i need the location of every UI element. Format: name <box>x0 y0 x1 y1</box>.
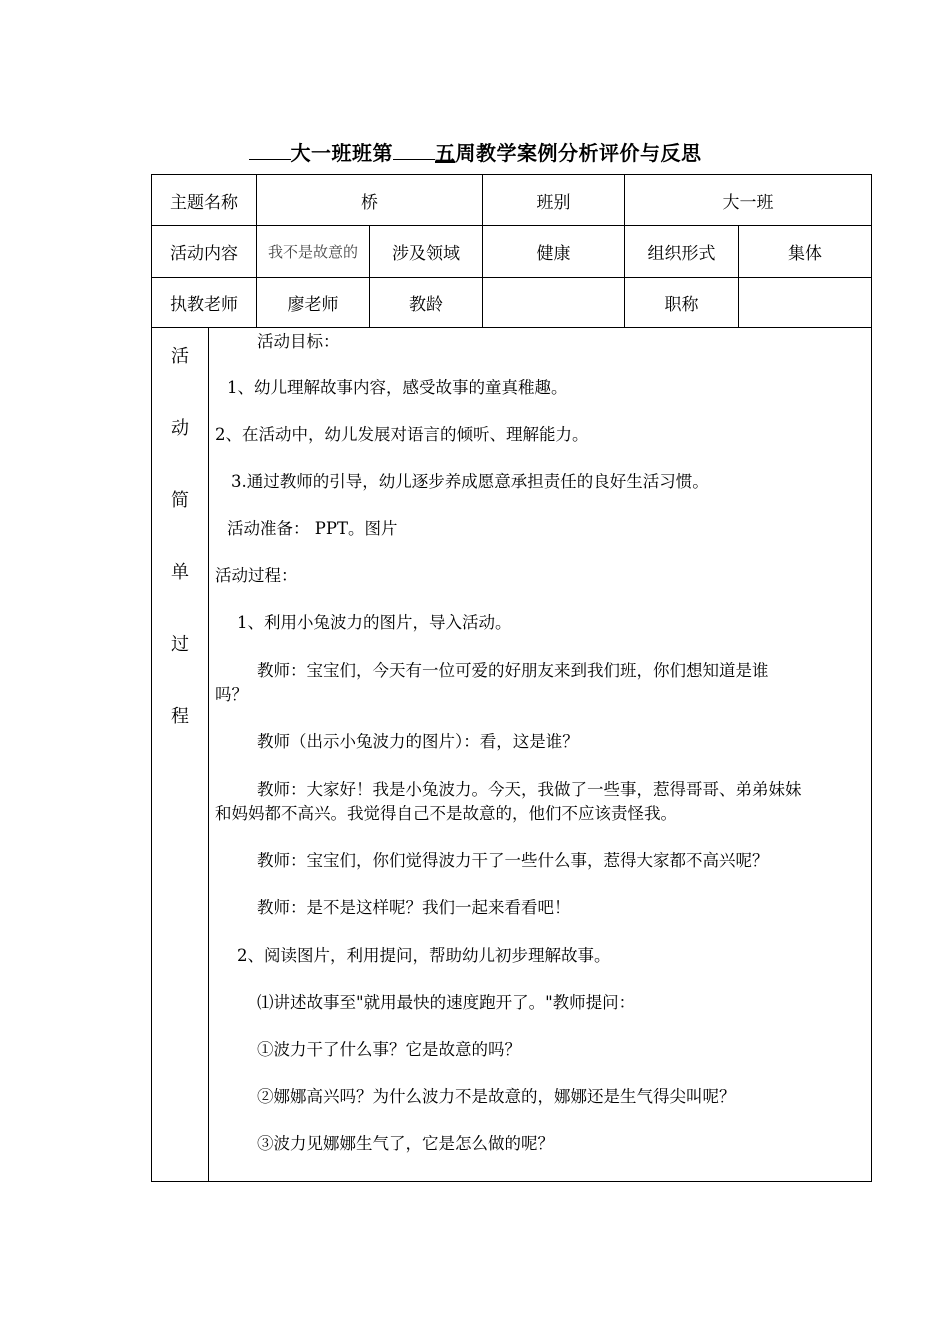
question-2: ②娜娜高兴吗？为什么波力不是故意的，娜娜还是生气得尖叫呢？ <box>257 1087 736 1106</box>
dialogue-line-4: 教师：宝宝们，你们觉得波力干了一些什么事，惹得大家都不高兴呢？ <box>257 851 769 870</box>
dialogue-line-3a: 教师：大家好！我是小兔波力。今天，我做了一些事，惹得哥哥、弟弟妹妹 <box>257 780 802 799</box>
dialogue-line-1b: 吗？ <box>215 685 248 704</box>
process-heading: 活动过程： <box>215 566 298 585</box>
side-char: 动 <box>171 418 189 439</box>
lesson-table <box>151 174 872 1182</box>
process-side-label <box>152 328 209 1182</box>
page-title <box>0 137 950 166</box>
rank-value <box>739 278 872 328</box>
title-part2: 周教学案例分析评价与反思 <box>455 141 702 165</box>
rank-label: 职称 <box>625 278 739 328</box>
years-label: 教龄 <box>370 278 483 328</box>
side-char: 简 <box>171 490 189 511</box>
years-value <box>483 278 625 328</box>
process-step-1: 1、利用小兔波力的图片，导入活动。 <box>237 613 512 632</box>
domain-value: 健康 <box>483 226 625 278</box>
story-prompt: ⑴讲述故事至"就用最快的速度跑开了。"教师提问： <box>257 993 636 1012</box>
form-value: 集体 <box>739 226 872 278</box>
title-blank-1 <box>249 141 291 160</box>
title-week: 五 <box>435 141 456 165</box>
activity-label: 活动内容 <box>152 226 257 278</box>
question-3: ③波力见娜娜生气了，它是怎么做的呢？ <box>257 1134 554 1153</box>
teacher-label: 执教老师 <box>152 278 257 328</box>
form-label: 组织形式 <box>625 226 739 278</box>
title-part1: 大一班班第 <box>290 141 393 165</box>
goal-item-3: 3.通过教师的引导，幼儿逐步养成愿意承担责任的良好生活习惯。 <box>231 472 709 491</box>
table-row-activity <box>152 226 872 278</box>
dialogue-line-2: 教师（出示小兔波力的图片）：看，这是谁？ <box>257 732 579 751</box>
dialogue-line-1a: 教师：宝宝们，今天有一位可爱的好朋友来到我们班，你们想知道是谁 <box>257 661 769 680</box>
dialogue-line-3b: 和妈妈都不高兴。我觉得自己不是故意的，他们不应该责怪我。 <box>215 804 677 823</box>
class-value: 大一班 <box>625 175 872 226</box>
theme-value: 桥 <box>257 175 483 226</box>
preparation-line: 活动准备： PPT。图片 <box>227 519 398 538</box>
goal-item-2: 2、在活动中，幼儿发展对语言的倾听、理解能力。 <box>215 425 589 444</box>
question-1: ①波力干了什么事？它是故意的吗？ <box>257 1040 521 1059</box>
table-row-process <box>152 328 872 1182</box>
process-step-2: 2、阅读图片，利用提问，帮助幼儿初步理解故事。 <box>237 946 611 965</box>
side-char: 单 <box>171 562 189 583</box>
class-label: 班别 <box>483 175 625 226</box>
activity-value: 我不是故意的 <box>257 226 370 278</box>
title-blank-2 <box>393 141 435 160</box>
side-char: 活 <box>171 346 189 367</box>
table-row-theme <box>152 175 872 226</box>
process-content <box>209 328 872 1182</box>
table-row-teacher <box>152 278 872 328</box>
dialogue-line-5: 教师：是不是这样呢？我们一起来看看吧！ <box>257 898 571 917</box>
goal-heading: 活动目标： <box>257 332 340 351</box>
domain-label: 涉及领域 <box>370 226 483 278</box>
theme-label: 主题名称 <box>152 175 257 226</box>
goal-item-1: 1、幼儿理解故事内容，感受故事的童真稚趣。 <box>227 378 568 397</box>
side-char: 程 <box>171 706 189 727</box>
side-char: 过 <box>171 634 189 655</box>
teacher-value: 廖老师 <box>257 278 370 328</box>
